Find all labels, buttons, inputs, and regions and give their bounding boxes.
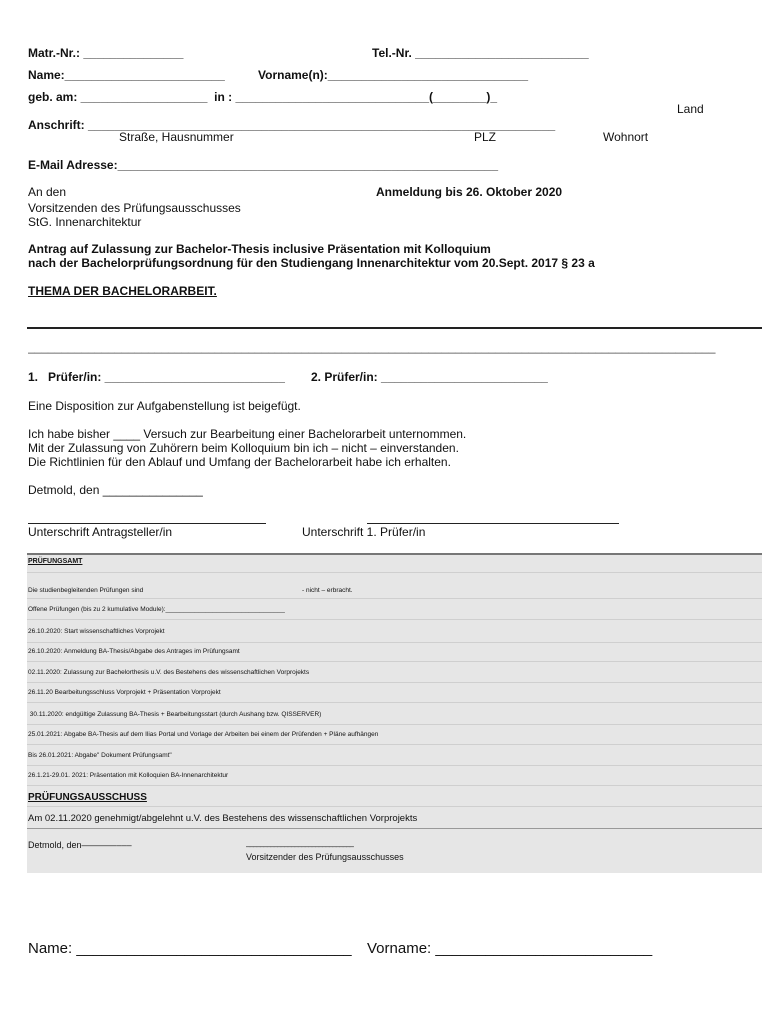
name-field[interactable]: Name:________________________ [28,68,225,82]
office-rule [27,682,762,683]
ort-datum-field[interactable]: Detmold, den _______________ [28,483,203,497]
antrag-subtitle: nach der Bachelorprüfungsordnung für den Studiengang Innenarchitektur vom 20.Sept. 2017 § 23 a [28,256,595,270]
office-rule [27,642,762,643]
office-item: 26.10.2020: Anmeldung BA-Thesis/Abgabe des Antrages im Prüfungsamt [28,648,240,655]
disposition-text: Eine Disposition zur Aufgabenstellung ist beigefügt. [28,399,301,413]
recipient-line-1: An den [28,185,67,199]
office-item: 26.1.21-29.01. 2021: Präsentation mit Kolloquien BA-Innenarchitektur [28,772,229,779]
genehmigt-text: Am 02.11.2020 genehmigt/abgelehnt u.V. des Bestehens des wissenschaftlichen Vorprojekts [28,813,418,824]
office-rule [27,765,762,766]
signature-line-pruefer [367,523,619,524]
ausschuss-date-field[interactable]: Detmold, den–––––––––– [28,840,132,850]
anschrift-field[interactable]: Anschrift: ______________________________________________________________________ [28,119,556,132]
pruefer-1-field[interactable]: 1. Prüfer/in: ___________________________ [28,370,285,384]
signature-line-applicant [28,523,266,524]
office-item: 02.11.2020: Zulassung zur Bachelorthesis u.V. des Bestehens des wissenschaftlichen Vorprojekts [28,669,310,676]
office-item: Die studienbegleitenden Prüfungen sind [28,587,144,594]
recipient-line-3: StG. Innenarchitektur [28,215,142,229]
deadline-text: Anmeldung bis 26. Oktober 2020 [376,185,563,199]
office-item: 26.11.20 Bearbeitungsschluss Vorprojekt + Präsentation Vorprojekt [28,689,221,696]
office-rule [27,744,762,745]
office-rule [27,619,762,620]
office-rule [27,702,762,703]
matr-nr-field[interactable]: Matr.-Nr.: _______________ [28,46,184,60]
thema-heading: THEMA DER BACHELORARBEIT. [28,284,217,298]
vorsitz-label: Vorsitzender des Prüfungsausschusses [246,852,404,862]
office-rule [27,724,762,725]
richtlinien-text: Die Richtlinien für den Ablauf und Umfang der Bachelorarbeit habe ich erhalten. [28,455,451,469]
office-rule [27,806,762,807]
signature-applicant-label: Unterschrift Antragsteller/in [28,525,173,539]
office-rule [27,572,762,573]
ausschuss-divider [27,828,762,829]
ausschuss-signature-line: ––––––––––––––––––––––––––––––– [246,842,353,851]
office-rule [27,598,762,599]
plz-label: PLZ [474,130,497,144]
strasse-label: Straße, Hausnummer [119,130,234,144]
birth-field[interactable]: geb. am: ___________________ in : _____________________________(________)_ [28,90,498,104]
footer-vorname-field[interactable]: Vorname: __________________________ [367,940,653,957]
nicht-erbracht-text: - nicht – erbracht. [302,587,353,594]
office-rule [27,785,762,786]
signature-pruefer-label: Unterschrift 1. Prüfer/in [302,525,426,539]
office-item: 25.01.2021: Abgabe BA-Thesis auf dem Ilias Portal und Vorlage der Arbeiten bei einem der Prüfenden + Pläne aufhängen [28,731,379,738]
pruefungsamt-heading: PRÜFUNGSAMT [28,558,83,565]
thema-divider [27,327,762,329]
thema-input-line[interactable]: _______________________________________________________________________________________________________ [28,341,716,354]
pruefungsausschuss-heading: PRÜFUNGSAUSSCHUSS [28,792,147,803]
pruefer-2-field[interactable]: 2. Prüfer/in: _________________________ [311,370,548,384]
versuch-text[interactable]: Ich habe bisher ____ Versuch zur Bearbeitung einer Bachelorarbeit unternommen. [28,427,467,441]
zuhoerer-text: Mit der Zulassung von Zuhörern beim Kolloquium bin ich – nicht – einverstanden. [28,441,459,455]
office-item: Bis 26.01.2021: Abgabe" Dokument Prüfungsamt" [28,752,172,759]
footer-name-field[interactable]: Name: _________________________________ [28,940,352,957]
email-field[interactable]: E-Mail Adresse:_________________________________________________________ [28,159,498,172]
recipient-line-2: Vorsitzenden des Prüfungsausschusses [28,201,241,215]
office-item: 30.11.2020: endgültige Zulassung BA-Thesis + Bearbeitungsstart (durch Aushang bzw. QISSERVER) [28,711,322,718]
office-item: 26.10.2020: Start wissenschaftliches Vorprojekt [28,628,165,635]
wohnort-label: Wohnort [603,130,649,144]
office-item[interactable]: Offene Prüfungen (bis zu 2 kumulative Module):_________________________________ [28,606,285,613]
tel-nr-field[interactable]: Tel.-Nr. __________________________ [372,46,589,60]
antrag-title: Antrag auf Zulassung zur Bachelor-Thesis inclusive Präsentation mit Kolloquium [28,242,491,256]
land-label: Land [677,102,704,116]
vorname-field[interactable]: Vorname(n):______________________________ [258,68,528,82]
office-rule [27,661,762,662]
